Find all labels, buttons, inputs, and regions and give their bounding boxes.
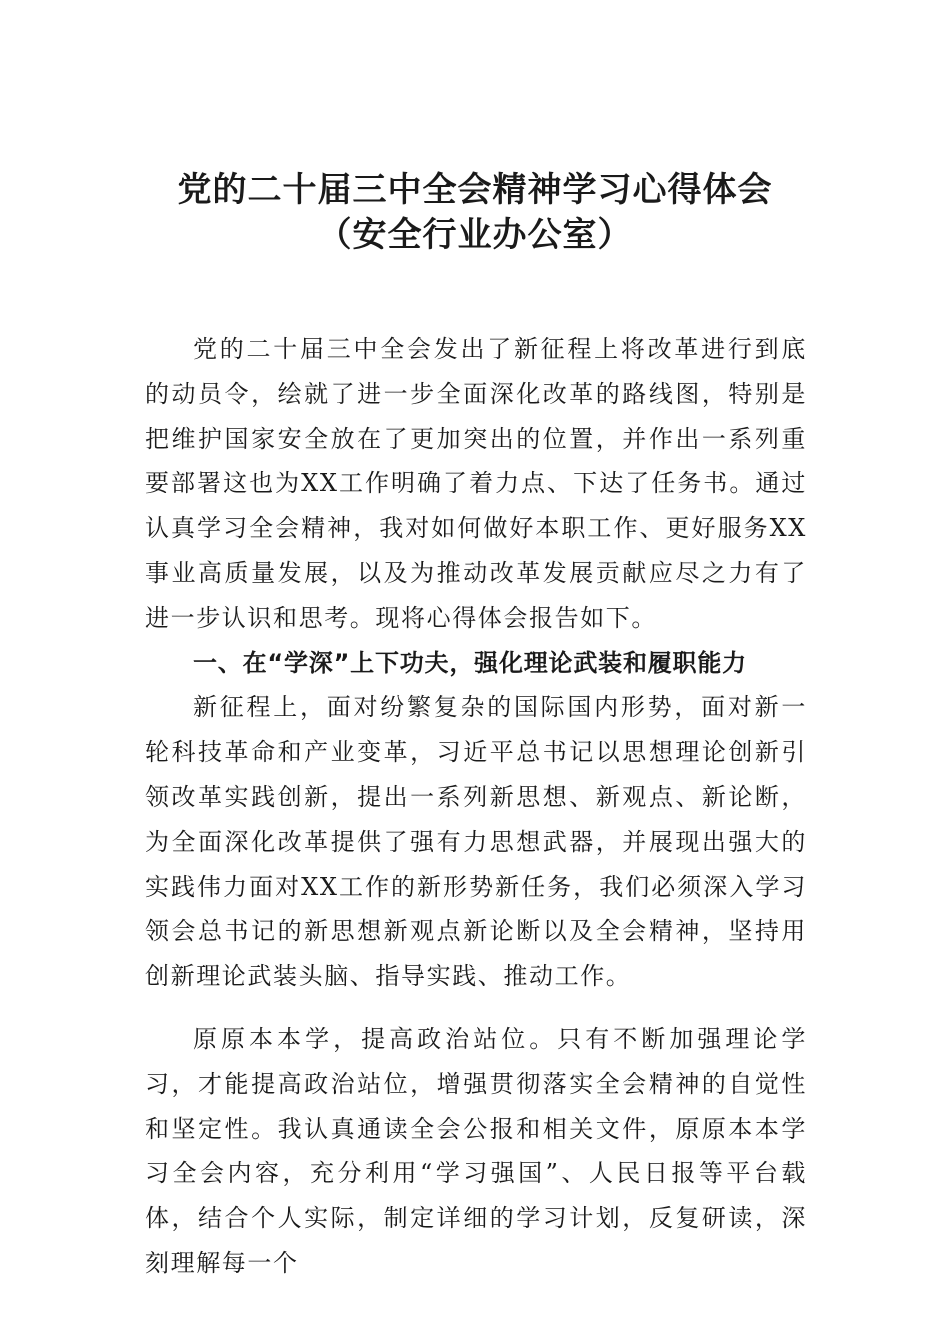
document-title: 党的二十届三中全会精神学习心得体会 <box>177 170 773 210</box>
body-paragraph-2: 原原本本学，提高政治站位。只有不断加强理论学习，才能提高政治站位，增强贯彻落实全会精神的自觉性和坚定性。我认真通读全会公报和相关文件，原原本本学习全会内容，充分利用“学习强国”、人民日报等平台载体，结合个人实际，制定详细的学习计划，反复研读，深刻理解每一个 <box>145 1024 807 1277</box>
section-heading-1: 一、在“学深”上下功夫，强化理论武装和履职能力 <box>193 648 747 677</box>
document-body <box>145 327 807 1286</box>
body-paragraph-1: 新征程上，面对纷繁复杂的国际国内形势，面对新一轮科技革命和产业变革，习近平总书记以思想理论创新引领改革实践创新，提出一系列新思想、新观点、新论断，为全面深化改革提供了强有力思想武器，并展现出强大的实践伟力面对XX工作的新形势新任务，我们必须深入学习领会总书记的新思想新观点新论断以及全会精神，坚持用创新理论武装头脑、指导实践、推动工作。 <box>145 693 807 991</box>
intro-paragraph: 党的二十届三中全会发出了新征程上将改革进行到底的动员令，绘就了进一步全面深化改革的路线图，特别是把维护国家安全放在了更加突出的位置，并作出一系列重要部署这也为XX工作明确了着力点、下达了任务书。通过认真学习全会精神，我对如何做好本职工作、更好服务XX事业高质量发展，以及为推动改革发展贡献应尽之力有了进一步认识和思考。现将心得体会报告如下。 <box>145 335 807 632</box>
document-subtitle: （安全行业办公室） <box>317 215 633 255</box>
